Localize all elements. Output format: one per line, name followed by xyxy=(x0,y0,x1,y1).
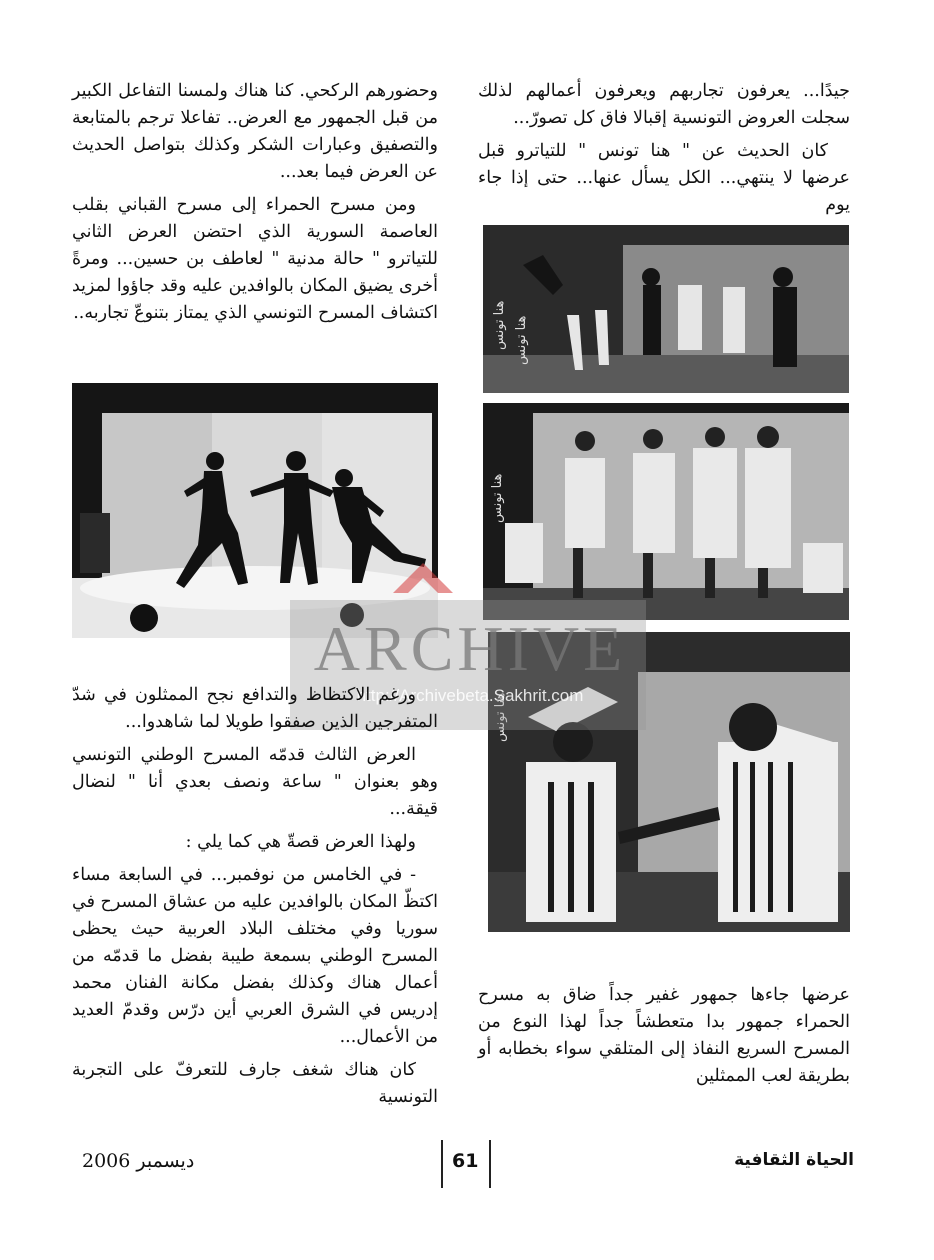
magazine-name: الحياة الثقافية xyxy=(734,1150,854,1170)
issue-date: ديسمبر 2006 xyxy=(82,1150,195,1172)
archive-logo-icon xyxy=(388,558,458,598)
watermark-url: http://Archivebeta.Sakhrit.com xyxy=(356,686,584,705)
banner-text: هنا تونس xyxy=(493,692,508,742)
stage-photo-top xyxy=(483,225,849,393)
paragraph: كان هناك شغف جارف للتعرفّ على التجربة التونسية xyxy=(72,1060,438,1107)
banner-text: هنا تونس xyxy=(492,300,507,350)
paragraph: كان الحديث عن " هنا تونس " للتياترو قبل عرضها لا ينتهي... الكل يسأل عنها... حتى إذا جاء يوم xyxy=(478,141,850,215)
paragraph: ولهذا العرض قصةّ هي كما يلي : xyxy=(185,832,416,852)
right-column-bottom xyxy=(478,982,850,1096)
banner-text: هنا تونس xyxy=(514,315,529,365)
paragraph: - في الخامس من نوفمبر... في السابعة مساء اكتظّ المكان بالوافدين عليه من عشاق المسرح في سوريا وفي مختلف البلاد العربية حيث يحظى المسرح الوطني بسمعة طيبة بفضل ما قدمّه من أعمال هناك وكذلك بفضل مكانة الفنان محمد إدريس في الشرق العربي أين درّس وقدمّ العديد من الأعمال... xyxy=(72,865,438,1047)
footer-divider xyxy=(489,1140,491,1188)
paragraph: وحضورهم الركحي. كنا هناك ولمسنا التفاعل الكبير من قبل الجمهور مع العرض.. تفاعلا ترجم بالمتابعة والتصفيق وعبارات الشكر وكذلك بتواصل الحديث عن العرض فيما بعد... xyxy=(72,81,438,182)
footer-divider xyxy=(441,1140,443,1188)
paragraph: جيدًا... يعرفون تجاربهم ويعرفون أعمالهم لذلك سجلت العروض التونسية إقبالا فاق كل تصورّ... xyxy=(478,81,850,128)
left-column-bottom xyxy=(72,682,438,1117)
watermark-title: ARCHIVE xyxy=(313,613,627,684)
left-column-top xyxy=(72,78,438,333)
banner-text: هنا تونس xyxy=(490,473,505,523)
paragraph: ورغم الاكتظاظ والتدافع نجح الممثلون في شدّ المتفرجين الذين صفقوا طويلا لما شاهدوا... xyxy=(72,685,438,732)
stage-photo-middle xyxy=(483,403,849,620)
right-column-top xyxy=(478,78,850,225)
page-number: 61 xyxy=(452,1150,479,1172)
paragraph: العرض الثالث قدمّه المسرح الوطني التونسي وهو بعنوان " ساعة ونصف بعدي أنا " لنضال قيقة... xyxy=(72,745,438,819)
paragraph: عرضها جاءها جمهور غفير جداً ضاق به مسرح الحمراء جمهور بدا متعطشاً جداً لهذا النوع من المسرح السريع النفاذ إلى المتلقي سواء بخطابه أو بطريقة لعب الممثلين xyxy=(478,985,850,1086)
paragraph: ومن مسرح الحمراء إلى مسرح القباني بقلب العاصمة السورية الذي احتضن العرض الثاني للتياترو " حالة مدنية " لعاطف بن حسين... ومرةً أخرى يضيق المكان بالوافدين عليه وقد جاؤوا لمزيد اكتشاف المسرح التونسي الذي يمتاز بتنوعّ تجاربه.. xyxy=(72,195,438,323)
